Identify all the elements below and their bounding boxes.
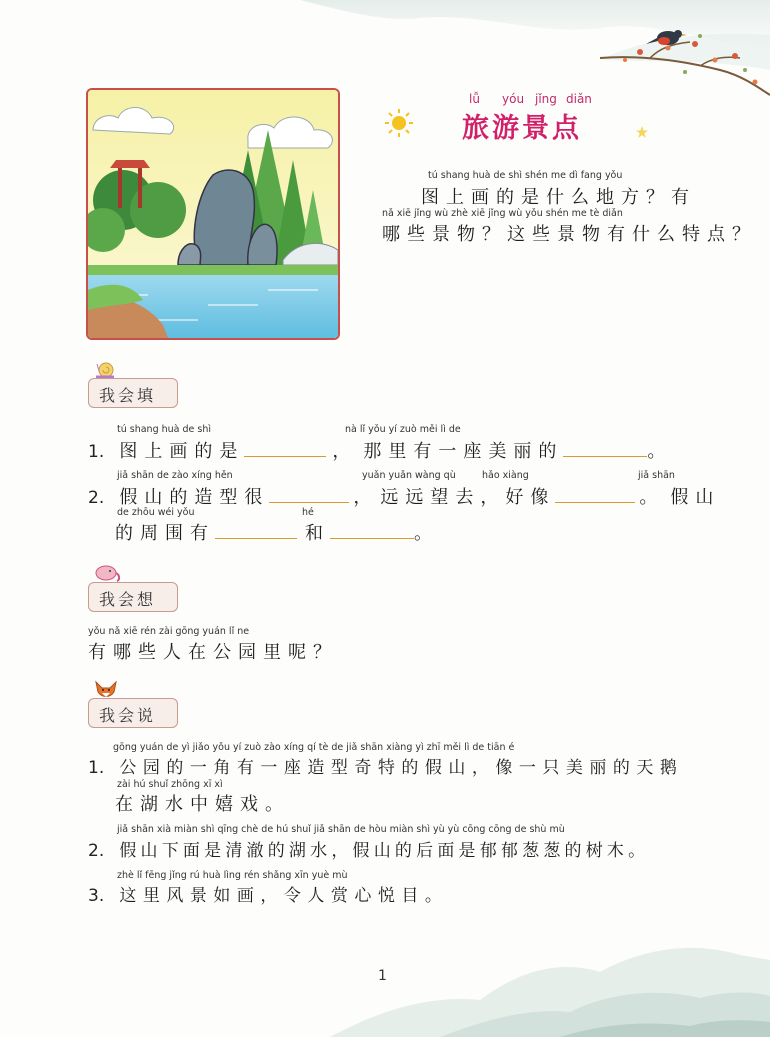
q1-number: 1. — [88, 442, 105, 462]
q1-pinyin-a: tú shang huà de shì — [117, 424, 212, 435]
section-label-speak-text: 我会说 — [99, 706, 157, 725]
q2-pinyin-a: jiǎ shān de zào xíng hěn — [117, 470, 233, 481]
q2-line2-pinyin-b: hé — [302, 507, 314, 518]
blank-q2-around-1[interactable] — [215, 524, 297, 539]
s2-pinyin: jiǎ shān xià miàn shì qīng chè de hú shuǐ jiǎ shān de hòu miàn shì yù yù cōng cōng de shù mù — [117, 824, 565, 835]
q2-number: 2. — [88, 488, 105, 508]
question-2 — [88, 483, 720, 509]
think-pinyin: yǒu nǎ xiē rén zài gōng yuán lǐ ne — [88, 626, 250, 637]
think-question: 有哪些人在公园里呢？ — [88, 642, 338, 663]
intro-line2: 哪些景物？这些景物有什么特点？ — [382, 224, 757, 245]
intro-line2-pinyin: nǎ xiē jǐng wù zhè xiē jǐng wù yǒu shén me tè diǎn — [382, 208, 623, 219]
q2-pinyin-d: jiǎ shān — [638, 470, 675, 481]
title-pinyin-3: jǐng — [535, 92, 557, 106]
q1-text-a: 图上画的是 — [119, 441, 245, 462]
s3-text: 这里风景如画，令人赏心悦目。 — [119, 886, 449, 906]
fox-icon — [92, 678, 120, 700]
page-number: 1 — [378, 968, 387, 984]
intro-line1: 图上画的是什么地方？有 — [421, 187, 696, 208]
question-1 — [88, 437, 672, 463]
title-pinyin-4: diǎn — [566, 92, 592, 106]
title-pinyin-2: yóu — [502, 92, 525, 106]
question-2-line-2 — [115, 519, 439, 545]
q2-line2-text: 的周围有 — [115, 523, 215, 544]
s1-number: 1. — [88, 758, 105, 778]
s2-text: 假山下面是清澈的湖水，假山的后面是郁郁葱葱的树木。 — [119, 841, 650, 861]
q2-line2-period: 。 — [414, 523, 439, 544]
sentence-2 — [88, 836, 649, 861]
q2-comma-2: ， — [480, 487, 506, 508]
title-block — [380, 92, 680, 142]
section-label-fill — [88, 378, 178, 408]
s1-text: 公园的一角有一座造型奇特的假山，像一只美丽的天鹅 — [119, 758, 684, 778]
q2-text-a: 假山的造型很 — [119, 487, 270, 508]
q1-comma: ， — [332, 441, 358, 462]
q1-text-b: 那里有一座美丽的 — [363, 441, 564, 462]
blank-q2-shape[interactable] — [269, 488, 349, 503]
section-label-fill-text: 我会填 — [99, 386, 157, 405]
q2-text-b: 远远望去 — [380, 487, 481, 508]
q2-comma: ， — [353, 487, 379, 508]
sun-icon — [384, 108, 414, 138]
s3-pinyin: zhè lǐ fēng jǐng rú huà lìng rén shǎng xīn yuè mù — [117, 870, 348, 881]
section-label-speak — [88, 698, 178, 728]
section-label-think — [88, 582, 178, 612]
q2-line2-pinyin: de zhōu wéi yǒu — [117, 507, 195, 518]
q1-period: 。 — [647, 441, 673, 462]
q2-period: 。 — [639, 487, 665, 508]
elephant-icon — [92, 563, 122, 583]
s2-number: 2. — [88, 841, 105, 861]
blank-q1-place[interactable] — [244, 442, 326, 457]
scenic-illustration — [86, 88, 340, 340]
snail-icon — [94, 358, 116, 380]
s1-text-2: 在湖水中嬉戏。 — [115, 794, 290, 815]
q2-pinyin-c: hǎo xiàng — [482, 470, 529, 481]
intro-line1-pinyin: tú shang huà de shì shén me dì fang yǒu — [428, 170, 623, 181]
sentence-1 — [88, 753, 683, 778]
q2-text-d: 假山 — [670, 487, 721, 508]
q2-pinyin-b: yuǎn yuǎn wàng qù — [362, 470, 456, 481]
s1-pinyin-2: zài hú shuǐ zhōng xī xì — [117, 779, 223, 790]
blank-q1-feature[interactable] — [563, 442, 647, 457]
s1-pinyin: gōng yuán de yì jiǎo yǒu yí zuò zào xíng qí tè de jiǎ shān xiàng yì zhī měi lì de tiān é — [113, 742, 515, 753]
q2-text-c: 好像 — [505, 487, 556, 508]
q2-and: 和 — [305, 523, 330, 544]
q1-pinyin-b: nà lǐ yǒu yí zuò měi lì de — [345, 424, 461, 435]
section-label-think-text: 我会想 — [99, 590, 157, 609]
page-title: 旅游景点 — [462, 113, 582, 144]
blank-q2-like[interactable] — [555, 488, 635, 503]
s3-number: 3. — [88, 886, 105, 906]
star-icon — [636, 126, 648, 138]
title-pinyin-1: lǚ — [469, 92, 480, 106]
blank-q2-around-2[interactable] — [330, 524, 414, 539]
